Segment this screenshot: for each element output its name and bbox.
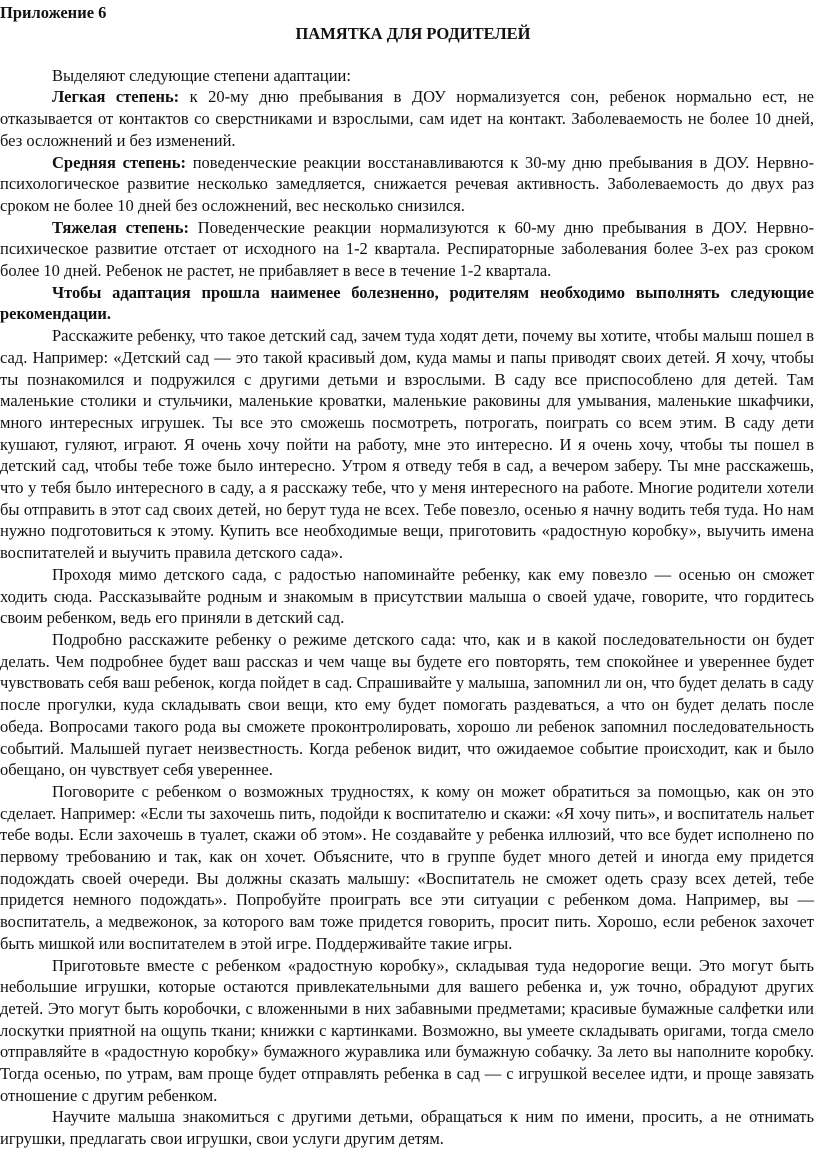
page-title: ПАМЯТКА ДЛЯ РОДИТЕЛЕЙ bbox=[295, 24, 531, 43]
degree-paragraph-severe bbox=[0, 217, 814, 282]
degree-label: Легкая степень: bbox=[52, 87, 180, 107]
intro-paragraph: Выделяют следующие степени адаптации: bbox=[52, 65, 351, 85]
body-paragraph: Расскажите ребенку, что такое детский сад, зачем туда ходят дети, почему вы хотите, чтобы малыш пошел в сад. Например: «Детский сад — это такой красивый дом, куда мамы и папы приводят своих детей. Я хочу, чтобы ты познакомился и подружился с другими детьми и взрослыми. В саду все приспособлено для детей. Там маленькие столики и стульчики, маленькие кроватки, маленькие раковины для умывания, маленькие шкафчики, много интересных игрушек. Ты все это сможешь посмотреть, потрогать, поиграть со всем этим. В саду дети кушают, гуляют, играют. Я очень хочу пойти на работу, мне это интересно. И я очень хочу, чтобы ты пошел в детский сад, чтобы тебе тоже было интересно. Утром я отведу тебя в сад, а вечером заберу. Ты мне расскажешь, что у тебя было интересного в саду, а я расскажу тебе, что у меня интересного на работе. Многие родители хотели бы отправить в этот сад своих детей, но берут туда не всех. Тебе повезло, осенью я начну водить тебя туда. Но нам нужно подготовиться к этому. Купить все необходимые вещи, приготовить «радостную коробку», выучить имена воспитателей и выучить правила детского сада». bbox=[0, 326, 814, 563]
body-paragraph: Подробно расскажите ребенку о режиме детского сада: что, как и в какой последовательности он будет делать. Чем подробнее будет ваш рассказ и чем чаще вы будете его повторять, тем спокойнее и увереннее будет чувствовать себя ваш ребенок, когда пойдет в сад. Спрашивайте у малыша, запомнил ли он, что будет делать в саду после прогулки, куда складывать свои вещи, кто ему будет помогать раздеваться, а что он будет делать после обеда. Вопросами такого рода вы сможете проконтролировать, хорошо ли ребенок запомнил последовательность событий. Малышей пугает неизвестность. Когда ребенок видит, что ожидаемое событие происходит, как и было обещано, он чувствует себя увереннее. bbox=[0, 629, 814, 780]
body-paragraph: Поговорите с ребенком о возможных трудностях, к кому он может обратиться за помощью, как он это сделает. Например: «Если ты захочешь пить, подойди к воспитателю и скажи: «Я хочу пить», и воспитатель нальет тебе воды. Если захочешь в туалет, скажи об этом». Не создавайте у ребенка иллюзий, что все будет исполнено по первому требованию и так, как он хочет. Объясните, что в группе будет много детей и иногда ему придется подождать своей очереди. Вы должны сказать малышу: «Воспитатель не сможет одеть сразу всех детей, тебе придется немного подождать». Попробуйте проиграть все эти ситуации с ребенком дома. Например, вы — воспитатель, а медвежонок, за которого вам тоже придется говорить, просит пить. Хорошо, если ребенок захочет быть мишкой или воспитателем в этой игре. Поддерживайте такие игры. bbox=[0, 781, 814, 953]
degree-text: поведенческие реакции восстанавливаются к 30-му дню пребывания в ДОУ. Нервно-психологическое развитие несколько замедляется, снижается речевая активность. Заболеваемость до двух раз сроком не более 10 дней без осложнений, вес несколько снизился. bbox=[0, 152, 814, 215]
degree-text: Поведенческие реакции нормализуются к 60-му дню пребывания в ДОУ. Нервно-психическое развитие отстает от исходного на 1-2 квартала. Респираторные заболевания более 3-ех раз сроком более 10 дней. Ребенок не растет, не прибавляет в весе в течение 1-2 квартала. bbox=[0, 217, 814, 281]
recommendations-heading bbox=[0, 282, 814, 325]
degree-text: к 20-му дню пребывания в ДОУ нормализуется сон, ребенок нормально ест, не отказывается от контактов со сверстниками и взрослыми, сам идет на контакт. Заболеваемость не более 10 дней, без осложнений и без изменений. bbox=[0, 87, 814, 150]
degree-paragraph-medium bbox=[0, 152, 814, 217]
degree-paragraph-light bbox=[0, 86, 814, 151]
recommendations-heading-text: Чтобы адаптация прошла наименее болезненно, родителям необходимо выполнять следующие рекомендации. bbox=[0, 282, 814, 324]
degree-label: Тяжелая степень: bbox=[52, 217, 189, 237]
body-paragraph: Научите малыша знакомиться с другими детьми, обращаться к ним по имени, просить, а не отнимать игрушки, предлагать свои игрушки, свои услуги другим детям. bbox=[0, 1107, 814, 1149]
body-paragraph: Проходя мимо детского сада, с радостью напоминайте ребенку, как ему повезло — осенью он сможет ходить сюда. Рассказывайте родным и знакомым в присутствии малыша о своей удаче, говорите, что гордитесь своим ребенком, ведь его приняли в детский сад. bbox=[0, 564, 814, 628]
body-paragraph: Приготовьте вместе с ребенком «радостную коробку», складывая туда недорогие вещи. Это могут быть небольшие игрушки, которые остаются привлекательными для вашего ребенка и, уж точно, обрадуют других детей. Это могут быть коробочки, с вложенными в них забавными предметами; красивые бумажные салфетки или лоскутки приятной на ощупь ткани; книжки с картинками. Возможно, вы умеете складывать оригами, тогда смело отправляйте в «радостную коробку» бумажного журавлика или бумажную собачку. За лето вы наполните коробку. Тогда осенью, по утрам, вам проще будет отправлять ребенка в сад — с игрушкой веселее идти, и проще завязать отношение с другим ребенком. bbox=[0, 955, 814, 1105]
appendix-label: Приложение 6 bbox=[0, 3, 107, 22]
degree-label: Средняя степень: bbox=[52, 152, 186, 172]
